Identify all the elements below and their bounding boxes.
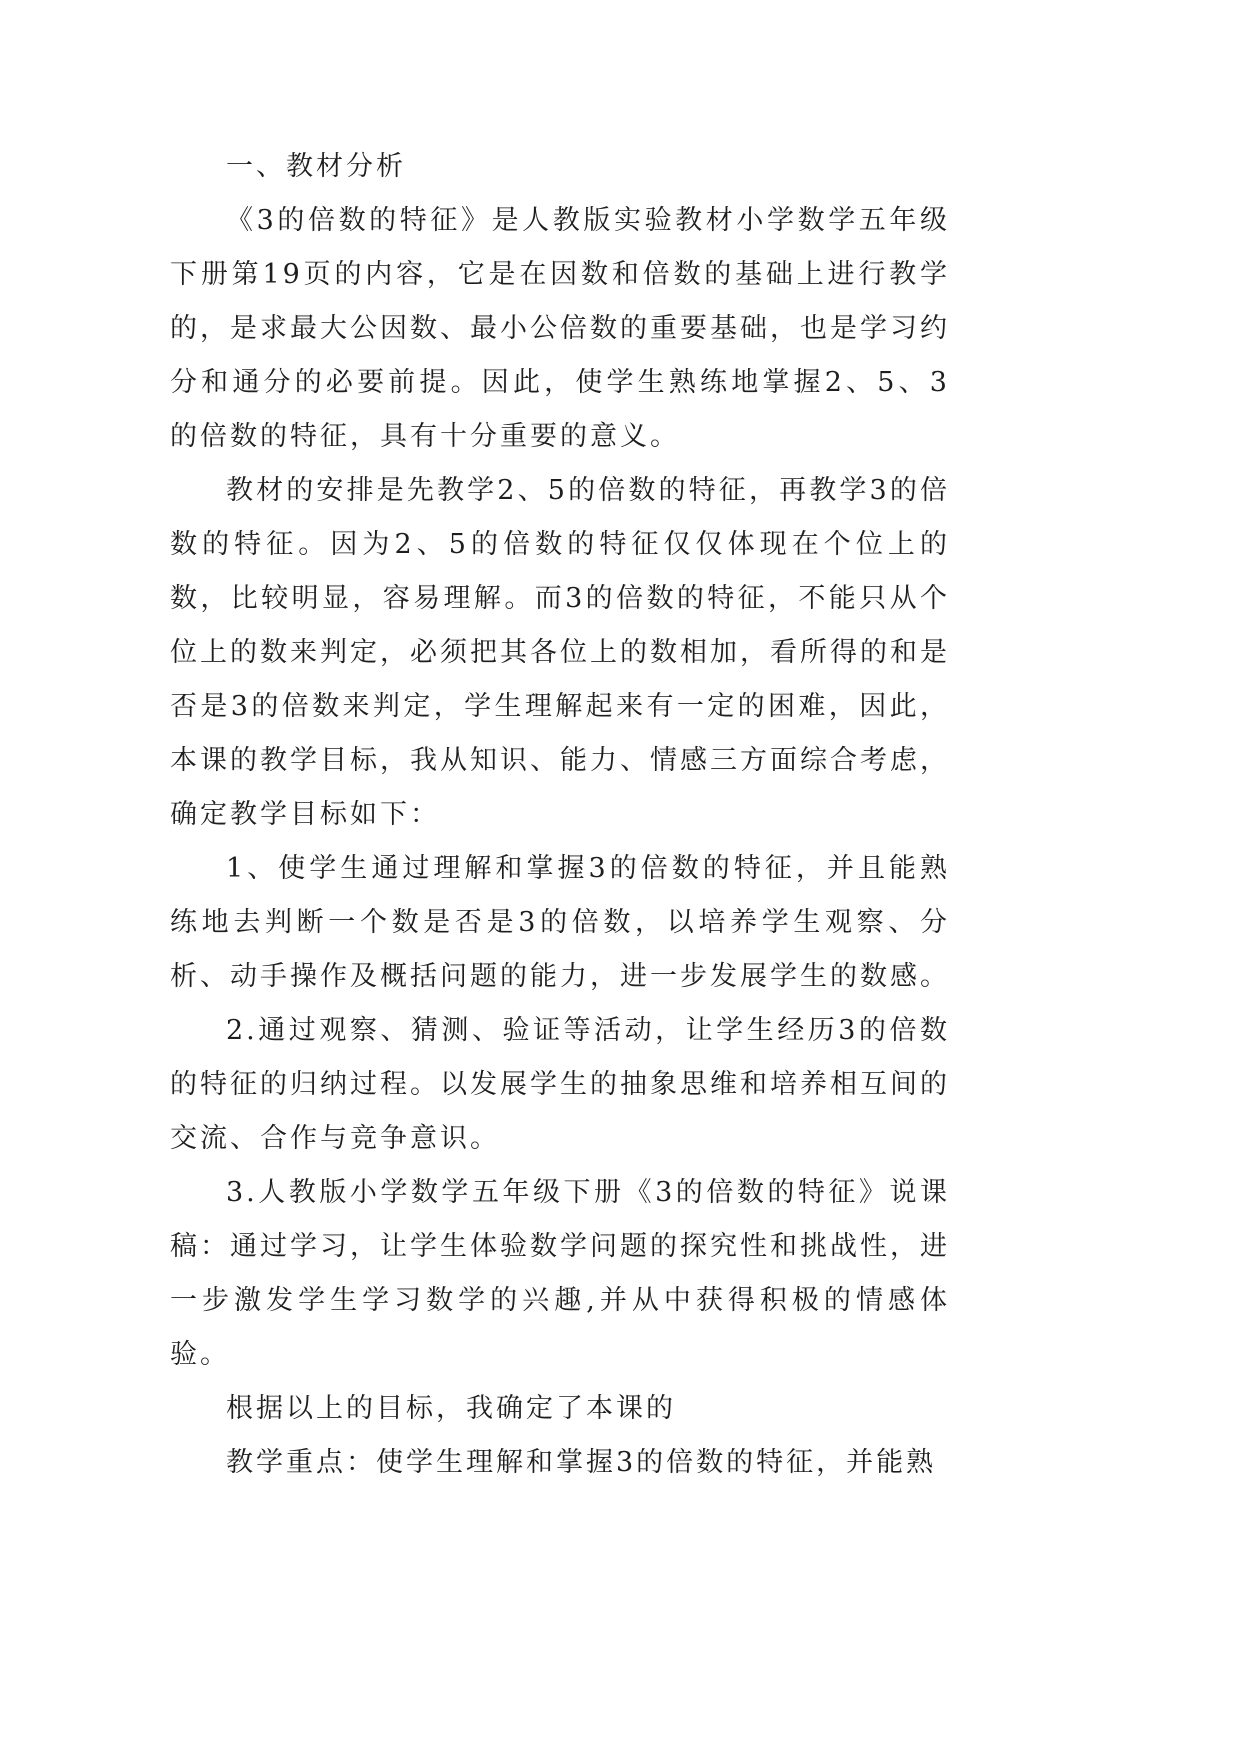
paragraph: 教材的安排是先教学2、5的倍数的特征，再教学3的倍数的特征。因为2、5的倍数的特征仅仅体现在个位上的数，比较明显，容易理解。而3的倍数的特征，不能只从个位上的数来判定，必须把其各位上的数相加，看所得的和是否是3的倍数来判定，学生理解起来有一定的困难，因此，本课的教学目标，我从知识、能力、情感三方面综合考虑，确定教学目标如下： [170, 475, 950, 830]
paragraph: 根据以上的目标，我确定了本课的 [226, 1393, 676, 1424]
paragraph: 3.人教版小学数学五年级下册《3的倍数的特征》说课稿：通过学习，让学生体验数学问题的探究性和挑战性，进一步激发学生学习数学的兴趣,并从中获得积极的情感体验。 [170, 1177, 950, 1370]
paragraph: 2.通过观察、猜测、验证等活动，让学生经历3的倍数的特征的归纳过程。以发展学生的抽象思维和培养相互间的交流、合作与竞争意识。 [170, 1015, 950, 1154]
document-body [170, 140, 950, 1490]
paragraph: 1、使学生通过理解和掌握3的倍数的特征，并且能熟练地去判断一个数是否是3的倍数，以培养学生观察、分析、动手操作及概括问题的能力，进一步发展学生的数感。 [170, 853, 950, 992]
paragraph: 《3的倍数的特征》是人教版实验教材小学数学五年级下册第19页的内容，它是在因数和倍数的基础上进行教学的，是求最大公因数、最小公倍数的重要基础，也是学习约分和通分的必要前提。因此，使学生熟练地掌握2、5、3的倍数的特征，具有十分重要的意义。 [170, 205, 950, 452]
paragraph: 教学重点：使学生理解和掌握3的倍数的特征，并能熟 [226, 1447, 937, 1478]
section-heading: 一、教材分析 [226, 151, 406, 182]
